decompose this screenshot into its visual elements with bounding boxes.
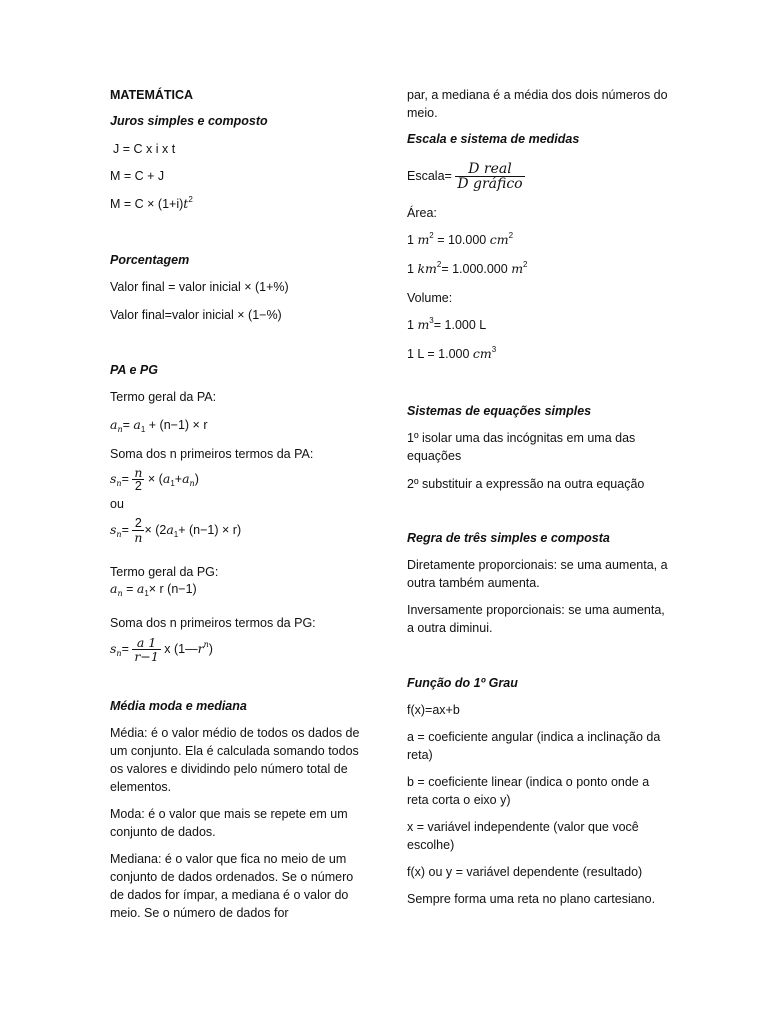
funcao-heading: Função do 1º Grau bbox=[407, 676, 518, 690]
regra-inversamente: Inversamente proporcionais: se uma aumenta, a outra diminui. bbox=[407, 603, 665, 635]
media-heading: Média moda e mediana bbox=[110, 699, 247, 713]
moda-paragraph: Moda: é o valor que mais se repete em um conjunto de dados. bbox=[110, 807, 348, 839]
regra-heading: Regra de três simples e composta bbox=[407, 531, 610, 545]
escala-heading: Escala e sistema de medidas bbox=[407, 132, 580, 146]
area-label: Área: bbox=[407, 206, 437, 220]
sistemas-step-1: 1º isolar uma das incógnitas em uma das equações bbox=[407, 431, 636, 463]
pa-soma-label: Soma dos n primeiros termos da PA: bbox=[110, 447, 314, 461]
porcentagem-aumento: Valor final = valor inicial × (1+%) bbox=[110, 280, 289, 294]
fraction-2-over-n: $\frac{2}{n}$ bbox=[134, 516, 143, 546]
fraction-dreal-over-dgrafico: $\frac{\text{D real}}{\text{D gráfico}}$ bbox=[457, 160, 523, 193]
volume-label: Volume: bbox=[407, 291, 453, 305]
mediana-continuation: par, a mediana é a média dos dois números do meio. bbox=[407, 88, 668, 120]
volume-l-cm3: 1 L = 1.000 $cm^3$ bbox=[407, 345, 497, 361]
pg-termo-label: Termo geral da PG: bbox=[110, 565, 219, 579]
pg-soma-label: Soma dos n primeiros termos da PG: bbox=[110, 616, 316, 630]
area-m2-cm2: 1 $m^2 = 10.000$ $cm^2$ bbox=[407, 231, 514, 247]
media-paragraph: Média: é o valor médio de todos os dados de um conjunto. Ela é calculada somando todos os valores e dividindo pelo número total de elementos. bbox=[110, 726, 360, 794]
ou-connector: ou bbox=[110, 497, 124, 511]
funcao-coef-linear: b = coeficiente linear (indica o ponto onde a reta corta o eixo y) bbox=[407, 775, 650, 807]
page-title: MATEMÁTICA bbox=[110, 88, 194, 102]
fraction-n-over-2: $\frac{n}{2}$ bbox=[134, 465, 143, 494]
papg-heading: PA e PG bbox=[110, 363, 158, 377]
pg-soma-formula: $s_n=$ $\frac{a 1}{r-1}$ x $(1—r^n)$ bbox=[110, 635, 213, 665]
porcentagem-desconto: Valor final=valor inicial × (1−%) bbox=[110, 308, 282, 322]
juros-formula-montante: M = C + J bbox=[110, 169, 165, 183]
juros-formula-simple: J = C x i x t bbox=[113, 142, 176, 156]
escala-formula: Escala= $\frac{\text{D real}}{\text{D gráfico}}$ bbox=[407, 160, 523, 193]
pa-termo-formula: $a_n= a_1 + (n-1) \times r$ bbox=[110, 417, 208, 434]
mediana-paragraph: Mediana: é o valor que fica no meio de um conjunto de dados ordenados. Se o número de dados for ímpar, a mediana é o valor do meio. Se o número de dados for bbox=[110, 852, 354, 920]
funcao-formula: f(x)=ax+b bbox=[407, 703, 460, 717]
funcao-var-dependente: f(x) ou y = variável dependente (resultado) bbox=[407, 865, 643, 879]
pa-soma-formula: $s_n=$ $\frac{n}{2}$ × $(a_1+a_n)$ bbox=[110, 465, 199, 494]
volume-m3-l: 1 $m^3= 1.000$ L bbox=[407, 316, 487, 332]
juros-heading: Juros simples e composto bbox=[110, 114, 268, 128]
juros-formula-composto: $M = C \times (1+i)t^2$ bbox=[110, 195, 193, 211]
fraction-a1-over-r-minus-1: $\frac{a 1}{r-1}$ bbox=[134, 635, 159, 665]
area-km2-m2: 1 $km^2= 1.000.000$ $m^2$ bbox=[407, 260, 528, 276]
sistemas-heading: Sistemas de equações simples bbox=[407, 404, 592, 418]
pa-soma-formula-alt: $s_n=$ $\frac{2}{n}$ × $(2a_1+ (n-1) \times r)$ bbox=[110, 516, 242, 546]
pa-termo-label: Termo geral da PA: bbox=[110, 390, 217, 404]
sistemas-step-2: 2º substituir a expressão na outra equação bbox=[407, 477, 645, 491]
funcao-var-independente: x = variável independente (valor que você escolhe) bbox=[407, 820, 639, 852]
funcao-reta-note: Sempre forma uma reta no plano cartesiano. bbox=[407, 892, 656, 906]
funcao-coef-angular: a = coeficiente angular (indica a inclinação da reta) bbox=[407, 730, 661, 762]
porcentagem-heading: Porcentagem bbox=[110, 253, 190, 267]
regra-diretamente: Diretamente proporcionais: se uma aumenta, a outra também aumenta. bbox=[407, 558, 668, 590]
pg-termo-formula: $a_n = a_1\times r$ (n−1) bbox=[110, 581, 197, 598]
